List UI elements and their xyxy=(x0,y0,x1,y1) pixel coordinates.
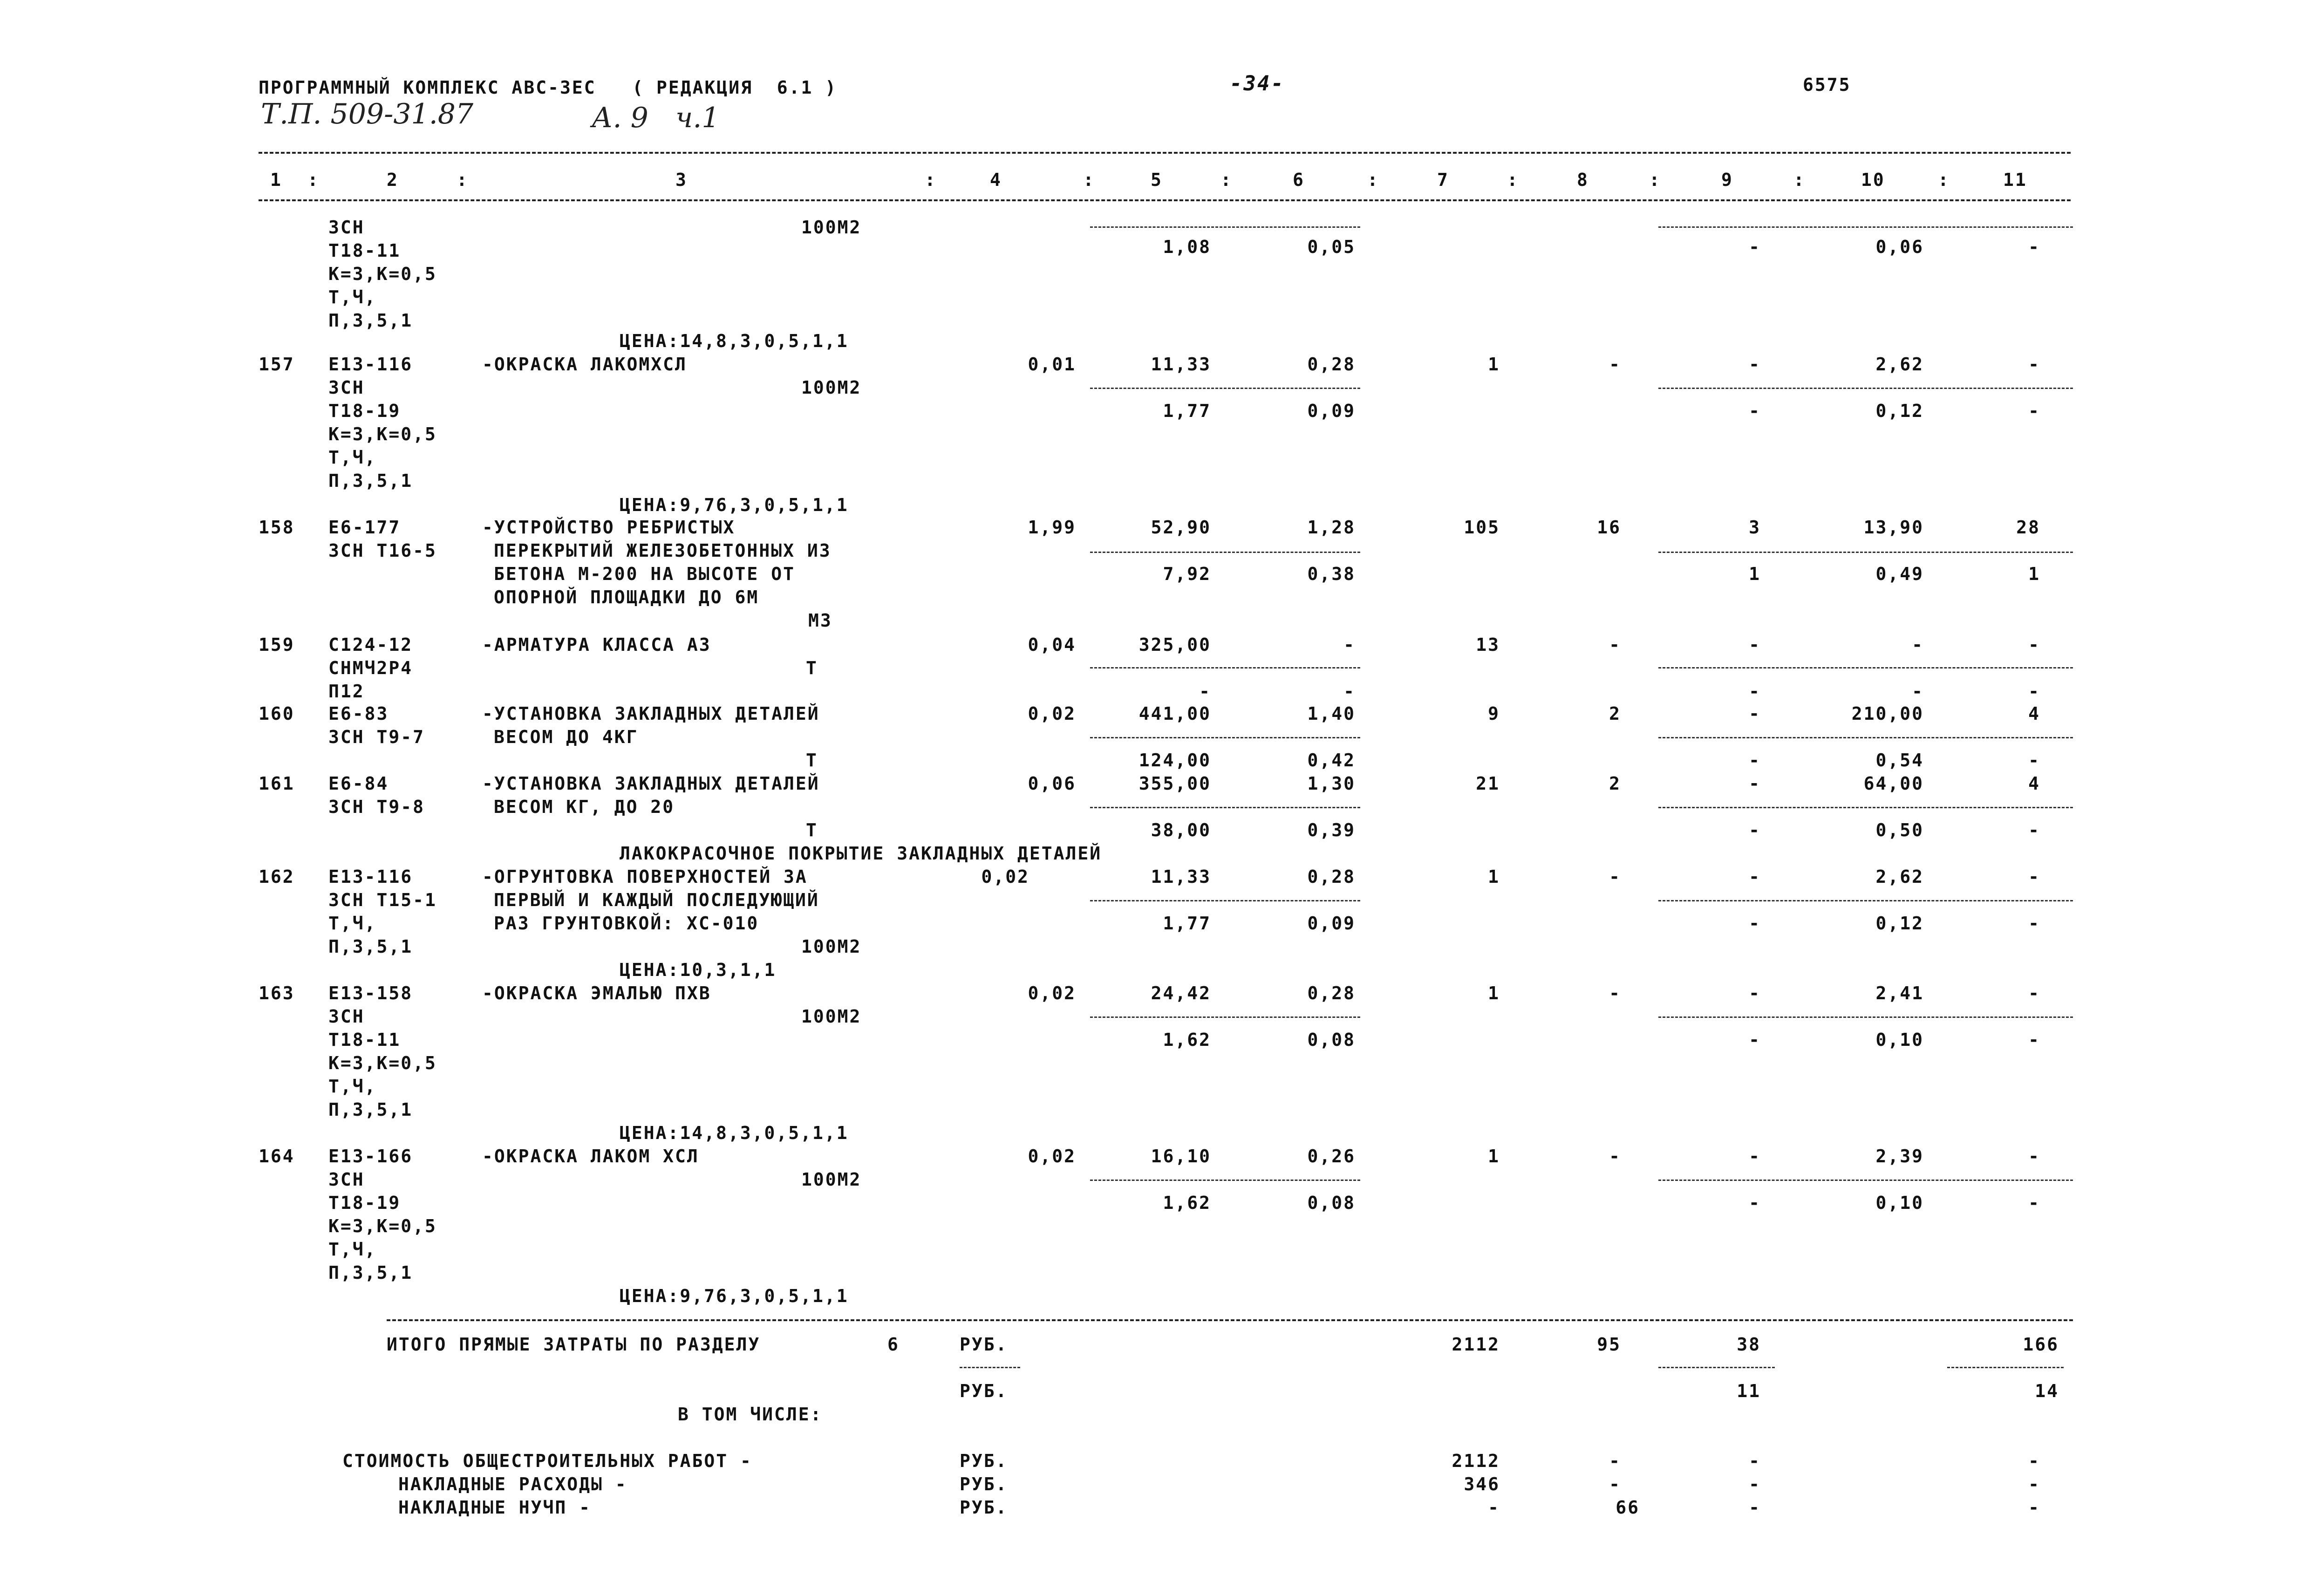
table-cell: Т xyxy=(806,658,818,678)
table-cell: 14 xyxy=(2035,1381,2059,1401)
dashed-rule xyxy=(1658,737,2073,738)
table-cell: 66 xyxy=(1616,1497,1640,1518)
row-number: 158 xyxy=(259,517,295,538)
table-cell: 0,05 xyxy=(1307,237,1356,257)
col-header-1: 1 xyxy=(270,170,282,190)
table-cell: - xyxy=(1488,1497,1500,1518)
table-cell: - xyxy=(1749,866,1761,887)
dashed-rule xyxy=(1090,552,1360,553)
table-cell: 325,00 xyxy=(1138,634,1211,655)
table-cell: ЗСН xyxy=(328,1169,365,1190)
table-cell: 38,00 xyxy=(1151,820,1211,840)
table-cell: 0,02 xyxy=(981,866,1029,887)
table-cell: - xyxy=(1749,237,1761,257)
table-cell: 0,06 xyxy=(1028,773,1076,794)
table-cell: 166 xyxy=(2023,1334,2059,1355)
dashed-rule xyxy=(1090,1180,1360,1181)
table-cell: ВЕСОМ КГ, ДО 20 xyxy=(494,797,675,817)
table-cell: П,3,5,1 xyxy=(328,310,413,331)
table-cell: 6 xyxy=(887,1334,900,1355)
table-cell: РАЗ ГРУНТОВКОЙ: ХС-010 xyxy=(494,913,759,934)
table-cell: 100М2 xyxy=(801,377,862,398)
table-cell: 28 xyxy=(2016,517,2040,538)
table-cell: 0,26 xyxy=(1307,1146,1356,1166)
table-cell: - xyxy=(1609,866,1621,887)
table-cell: ЗСН Т15-1 xyxy=(328,890,437,910)
table-cell: 1 xyxy=(1488,1146,1500,1166)
table-cell: 441,00 xyxy=(1138,703,1211,724)
price-note: ЦЕНА:14,8,3,0,5,1,1 xyxy=(620,331,849,351)
col-header-6: 6 xyxy=(1293,170,1305,190)
table-cell: - xyxy=(1609,1146,1621,1166)
table-cell: Т,Ч, xyxy=(328,1239,377,1260)
table-cell: - xyxy=(2028,1030,2040,1050)
table-cell: 38 xyxy=(1737,1334,1761,1355)
table-cell: Е13-166 xyxy=(328,1146,413,1166)
table-cell: - xyxy=(1199,681,1211,702)
dashed-rule xyxy=(1090,1016,1360,1018)
table-cell: М3 xyxy=(808,610,832,631)
table-cell: 11,33 xyxy=(1151,866,1211,887)
table-cell: К=3,К=0,5 xyxy=(328,264,437,284)
table-cell: 0,04 xyxy=(1028,634,1076,655)
table-cell: П,3,5,1 xyxy=(328,471,413,491)
table-cell: 11,33 xyxy=(1151,354,1211,375)
table-cell: Т xyxy=(806,820,818,840)
price-note: ЦЕНА:10,3,1,1 xyxy=(620,960,777,980)
table-cell: Т,Ч, xyxy=(328,1076,377,1097)
table-cell: - xyxy=(2028,634,2040,655)
table-cell: Т,Ч, xyxy=(328,447,377,468)
table-cell: - xyxy=(1749,1474,1761,1494)
table-cell: - xyxy=(2028,1474,2040,1494)
table-cell: С124-12 xyxy=(328,634,413,655)
table-cell: ЗСН xyxy=(328,217,365,238)
table-cell: 16 xyxy=(1597,517,1621,538)
row-number: 157 xyxy=(259,354,295,375)
dashed-rule xyxy=(1090,388,1360,389)
table-cell: 16,10 xyxy=(1151,1146,1211,1166)
table-cell: 1,77 xyxy=(1163,401,1211,421)
table-cell: - xyxy=(2028,1451,2040,1471)
table-cell: - xyxy=(2028,237,2040,257)
table-cell: Т,Ч, xyxy=(328,287,377,307)
table-cell: : xyxy=(1649,170,1661,190)
table-cell: 2,62 xyxy=(1875,354,1924,375)
table-cell: РУБ. xyxy=(960,1334,1008,1355)
handwritten-part: ч.1 xyxy=(675,102,720,134)
dashed-rule xyxy=(1658,667,2073,668)
header-bottom-rule xyxy=(259,199,2071,201)
table-cell: 1,30 xyxy=(1307,773,1356,794)
table-cell: -АРМАТУРА КЛАССА А3 xyxy=(482,634,711,655)
table-cell: - xyxy=(1749,1030,1761,1050)
table-cell: - xyxy=(1912,681,1924,702)
table-cell: 0,10 xyxy=(1875,1193,1924,1213)
totals-label: ИТОГО ПРЯМЫЕ ЗАТРАТЫ ПО РАЗДЕЛУ xyxy=(387,1334,761,1355)
table-cell: К=3,К=0,5 xyxy=(328,424,437,444)
row-number: 159 xyxy=(259,634,295,655)
table-cell: : xyxy=(307,170,320,190)
table-cell: : xyxy=(1083,170,1095,190)
table-cell: 346 xyxy=(1464,1474,1500,1494)
handwritten-project-code: Т.П. 509-31.87 xyxy=(261,98,474,130)
document-number: 6575 xyxy=(1803,75,1851,95)
table-cell: : xyxy=(1507,170,1519,190)
table-cell: Т,Ч, xyxy=(328,913,377,934)
table-cell: 1,08 xyxy=(1163,237,1211,257)
table-cell: 2,39 xyxy=(1875,1146,1924,1166)
table-cell: 4 xyxy=(2028,703,2040,724)
table-cell: -ОКРАСКА ЛАКОМ ХСЛ xyxy=(482,1146,699,1166)
dashed-rule xyxy=(1947,1367,2064,1368)
table-cell: - xyxy=(2028,1497,2040,1518)
table-cell: - xyxy=(1749,983,1761,1003)
table-cell: - xyxy=(1609,634,1621,655)
table-cell: НАКЛАДНЫЕ НУЧП - xyxy=(398,1497,592,1518)
page-number: -34- xyxy=(1230,72,1285,95)
table-cell: 210,00 xyxy=(1851,703,1924,724)
table-cell: Е6-84 xyxy=(328,773,389,794)
table-cell: 0,02 xyxy=(1028,703,1076,724)
section-title: ЛАКОКРАСОЧНОЕ ПОКРЫТИЕ ЗАКЛАДНЫХ ДЕТАЛЕЙ xyxy=(620,843,1102,864)
table-cell: 95 xyxy=(1597,1334,1621,1355)
table-cell: 52,90 xyxy=(1151,517,1211,538)
table-cell: - xyxy=(1912,634,1924,655)
table-cell: ЗСН Т9-8 xyxy=(328,797,425,817)
table-cell: 1 xyxy=(2028,564,2040,584)
price-note: ЦЕНА:9,76,3,0,5,1,1 xyxy=(620,1286,849,1306)
col-header-5: 5 xyxy=(1151,170,1163,190)
table-cell: -ОГРУНТОВКА ПОВЕРХНОСТЕЙ ЗА xyxy=(482,866,808,887)
col-header-4: 4 xyxy=(990,170,1002,190)
table-cell: 2,41 xyxy=(1875,983,1924,1003)
table-cell: П,3,5,1 xyxy=(328,1099,413,1120)
table-cell: 13,90 xyxy=(1863,517,1924,538)
table-cell: 21 xyxy=(1476,773,1500,794)
table-cell: 0,28 xyxy=(1307,983,1356,1003)
table-cell: 0,08 xyxy=(1307,1193,1356,1213)
program-header: ПРОГРАММНЫЙ КОМПЛЕКС АВС-3ЕС ( РЕДАКЦИЯ 6.1 ) xyxy=(259,77,838,98)
table-cell: СНМЧ2Р4 xyxy=(328,658,413,678)
dashed-rule xyxy=(1658,1367,1775,1368)
table-cell: -УСТАНОВКА ЗАКЛАДНЫХ ДЕТАЛЕЙ xyxy=(482,703,820,724)
table-cell: - xyxy=(1749,913,1761,934)
table-cell: 124,00 xyxy=(1138,750,1211,771)
col-header-11: 11 xyxy=(2003,170,2027,190)
table-cell: 1,40 xyxy=(1307,703,1356,724)
table-cell: - xyxy=(2028,681,2040,702)
table-cell: 355,00 xyxy=(1138,773,1211,794)
table-cell: : xyxy=(1793,170,1806,190)
row-number: 162 xyxy=(259,866,295,887)
table-cell: П12 xyxy=(328,681,365,702)
table-cell: - xyxy=(1749,820,1761,840)
table-cell: 0,01 xyxy=(1028,354,1076,375)
row-number: 160 xyxy=(259,703,295,724)
table-cell: -ОКРАСКА ЛАКОМХСЛ xyxy=(482,354,687,375)
table-cell: ЗСН xyxy=(328,377,365,398)
table-cell: 100М2 xyxy=(801,1006,862,1027)
table-cell: 1,62 xyxy=(1163,1193,1211,1213)
table-cell: 1,62 xyxy=(1163,1030,1211,1050)
table-cell: : xyxy=(457,170,469,190)
table-cell: Е13-116 xyxy=(328,866,413,887)
dashed-rule xyxy=(960,1367,1020,1368)
unit: 100М2 xyxy=(801,217,862,238)
table-cell: - xyxy=(2028,1193,2040,1213)
table-cell: ВЕСОМ ДО 4КГ xyxy=(494,727,639,747)
col-header-8: 8 xyxy=(1577,170,1589,190)
table-cell: - xyxy=(2028,1146,2040,1166)
table-cell: - xyxy=(2028,913,2040,934)
table-cell: - xyxy=(1749,1193,1761,1213)
table-cell: - xyxy=(1609,354,1621,375)
table-cell: 1 xyxy=(1749,564,1761,584)
table-cell: 0,50 xyxy=(1875,820,1924,840)
table-cell: ПЕРЕКРЫТИЙ ЖЕЛЕЗОБЕТОННЫХ ИЗ xyxy=(494,540,832,561)
table-cell: ЗСН Т16-5 xyxy=(328,540,437,561)
table-cell: РУБ. xyxy=(960,1474,1008,1494)
col-header-10: 10 xyxy=(1861,170,1885,190)
table-cell: 0,28 xyxy=(1307,866,1356,887)
table-cell: - xyxy=(2028,354,2040,375)
table-cell: - xyxy=(1609,983,1621,1003)
table-cell: - xyxy=(2028,820,2040,840)
table-cell: - xyxy=(1609,1474,1621,1494)
table-cell: -УСТАНОВКА ЗАКЛАДНЫХ ДЕТАЛЕЙ xyxy=(482,773,820,794)
table-cell: - xyxy=(1749,634,1761,655)
table-cell: 7,92 xyxy=(1163,564,1211,584)
col-header-7: 7 xyxy=(1437,170,1449,190)
dashed-rule xyxy=(1090,226,1360,228)
table-cell: Е13-158 xyxy=(328,983,413,1003)
dashed-rule xyxy=(1090,737,1360,738)
table-cell: СТОИМОСТЬ ОБЩЕСТРОИТЕЛЬНЫХ РАБОТ - xyxy=(342,1451,752,1471)
table-cell: 100М2 xyxy=(801,936,862,957)
table-cell: : xyxy=(1367,170,1379,190)
table-cell: К=3,К=0,5 xyxy=(328,1216,437,1236)
table-cell: 2112 xyxy=(1452,1334,1500,1355)
table-cell: 0,10 xyxy=(1875,1030,1924,1050)
table-cell: - xyxy=(1749,750,1761,771)
table-cell: 0,08 xyxy=(1307,1030,1356,1050)
table-cell: 0,06 xyxy=(1875,237,1924,257)
including-label: В ТОМ ЧИСЛЕ: xyxy=(678,1404,823,1425)
table-cell: 4 xyxy=(2028,773,2040,794)
table-cell: 0,42 xyxy=(1307,750,1356,771)
table-cell: 0,02 xyxy=(1028,983,1076,1003)
table-top-rule xyxy=(259,152,2071,154)
row-number: 163 xyxy=(259,983,295,1003)
table-cell: 0,12 xyxy=(1875,913,1924,934)
totals-rule xyxy=(387,1319,2073,1321)
dashed-rule xyxy=(1658,807,2073,808)
table-cell: РУБ. xyxy=(960,1451,1008,1471)
table-cell: Т18-11 xyxy=(328,240,401,261)
table-cell: 1,28 xyxy=(1307,517,1356,538)
table-cell: 1 xyxy=(1488,983,1500,1003)
col-header-3: 3 xyxy=(675,170,688,190)
table-cell: - xyxy=(1609,1451,1621,1471)
dashed-rule xyxy=(1090,807,1360,808)
table-cell: 0,28 xyxy=(1307,354,1356,375)
table-cell: 0,38 xyxy=(1307,564,1356,584)
table-cell: 2 xyxy=(1609,773,1621,794)
table-cell: - xyxy=(1343,681,1356,702)
table-cell: ЗСН xyxy=(328,1006,365,1027)
table-cell: -УСТРОЙСТВО РЕБРИСТЫХ xyxy=(482,517,736,538)
dashed-rule xyxy=(1658,552,2073,553)
handwritten-album: А. 9 xyxy=(592,102,648,134)
table-cell: 2112 xyxy=(1452,1451,1500,1471)
table-cell: Т xyxy=(806,750,818,771)
row-number: 164 xyxy=(259,1146,295,1166)
table-cell: 1 xyxy=(1488,354,1500,375)
table-cell: ПЕРВЫЙ И КАЖДЫЙ ПОСЛЕДУЮЩИЙ xyxy=(494,890,819,910)
table-cell: 0,39 xyxy=(1307,820,1356,840)
table-cell: 1 xyxy=(1488,866,1500,887)
table-cell: РУБ. xyxy=(960,1497,1008,1518)
table-cell: - xyxy=(2028,750,2040,771)
table-cell: : xyxy=(1220,170,1233,190)
table-cell: - xyxy=(1749,401,1761,421)
table-cell: Т18-11 xyxy=(328,1030,401,1050)
col-header-2: 2 xyxy=(387,170,399,190)
table-cell: Т18-19 xyxy=(328,401,401,421)
dashed-rule xyxy=(1658,226,2073,228)
dashed-rule xyxy=(1090,900,1360,901)
table-cell: -ОКРАСКА ЭМАЛЬЮ ПХВ xyxy=(482,983,711,1003)
dashed-rule xyxy=(1658,1016,2073,1018)
table-cell: 0,02 xyxy=(1028,1146,1076,1166)
table-cell: Е6-83 xyxy=(328,703,389,724)
table-cell: 100М2 xyxy=(801,1169,862,1190)
table-cell: 0,09 xyxy=(1307,913,1356,934)
table-cell: - xyxy=(1749,1451,1761,1471)
table-cell: : xyxy=(925,170,937,190)
dashed-rule xyxy=(1658,900,2073,901)
table-cell: - xyxy=(1749,703,1761,724)
row-number: 161 xyxy=(259,773,295,794)
table-cell: - xyxy=(1749,1146,1761,1166)
table-cell: К=3,К=0,5 xyxy=(328,1053,437,1073)
table-cell: - xyxy=(1749,354,1761,375)
table-cell: 2 xyxy=(1609,703,1621,724)
table-cell: - xyxy=(2028,983,2040,1003)
table-cell: Е13-116 xyxy=(328,354,413,375)
table-cell: 0,49 xyxy=(1875,564,1924,584)
table-cell: НАКЛАДНЫЕ РАСХОДЫ - xyxy=(398,1474,627,1494)
table-cell: : xyxy=(1938,170,1950,190)
price-note: ЦЕНА:9,76,3,0,5,1,1 xyxy=(620,495,849,515)
table-cell: 9 xyxy=(1488,703,1500,724)
table-cell: ЗСН Т9-7 xyxy=(328,727,425,747)
table-cell: 0,12 xyxy=(1875,401,1924,421)
table-cell: РУБ. xyxy=(960,1381,1008,1401)
table-cell: - xyxy=(1749,681,1761,702)
table-cell: ОПОРНОЙ ПЛОЩАДКИ ДО 6М xyxy=(494,587,759,607)
table-cell: 105 xyxy=(1464,517,1500,538)
table-cell: - xyxy=(1749,1497,1761,1518)
table-cell: БЕТОНА М-200 НА ВЫСОТЕ ОТ xyxy=(494,564,795,584)
col-header-9: 9 xyxy=(1721,170,1733,190)
table-cell: П,3,5,1 xyxy=(328,936,413,957)
table-cell: П,3,5,1 xyxy=(328,1262,413,1283)
table-cell: 0,54 xyxy=(1875,750,1924,771)
table-cell: 2,62 xyxy=(1875,866,1924,887)
table-cell: Е6-177 xyxy=(328,517,401,538)
table-cell: Т18-19 xyxy=(328,1193,401,1213)
table-cell: 24,42 xyxy=(1151,983,1211,1003)
table-cell: 11 xyxy=(1737,1381,1761,1401)
table-cell: - xyxy=(1343,634,1356,655)
dashed-rule xyxy=(1658,388,2073,389)
table-cell: 1,77 xyxy=(1163,913,1211,934)
table-cell: - xyxy=(1749,773,1761,794)
table-cell: 13 xyxy=(1476,634,1500,655)
price-note: ЦЕНА:14,8,3,0,5,1,1 xyxy=(620,1123,849,1143)
dashed-rule xyxy=(1090,667,1360,668)
table-cell: 0,09 xyxy=(1307,401,1356,421)
table-cell: 3 xyxy=(1749,517,1761,538)
table-cell: - xyxy=(2028,866,2040,887)
table-cell: 64,00 xyxy=(1863,773,1924,794)
table-cell: 1,99 xyxy=(1028,517,1076,538)
dashed-rule xyxy=(1658,1180,2073,1181)
table-cell: - xyxy=(2028,401,2040,421)
